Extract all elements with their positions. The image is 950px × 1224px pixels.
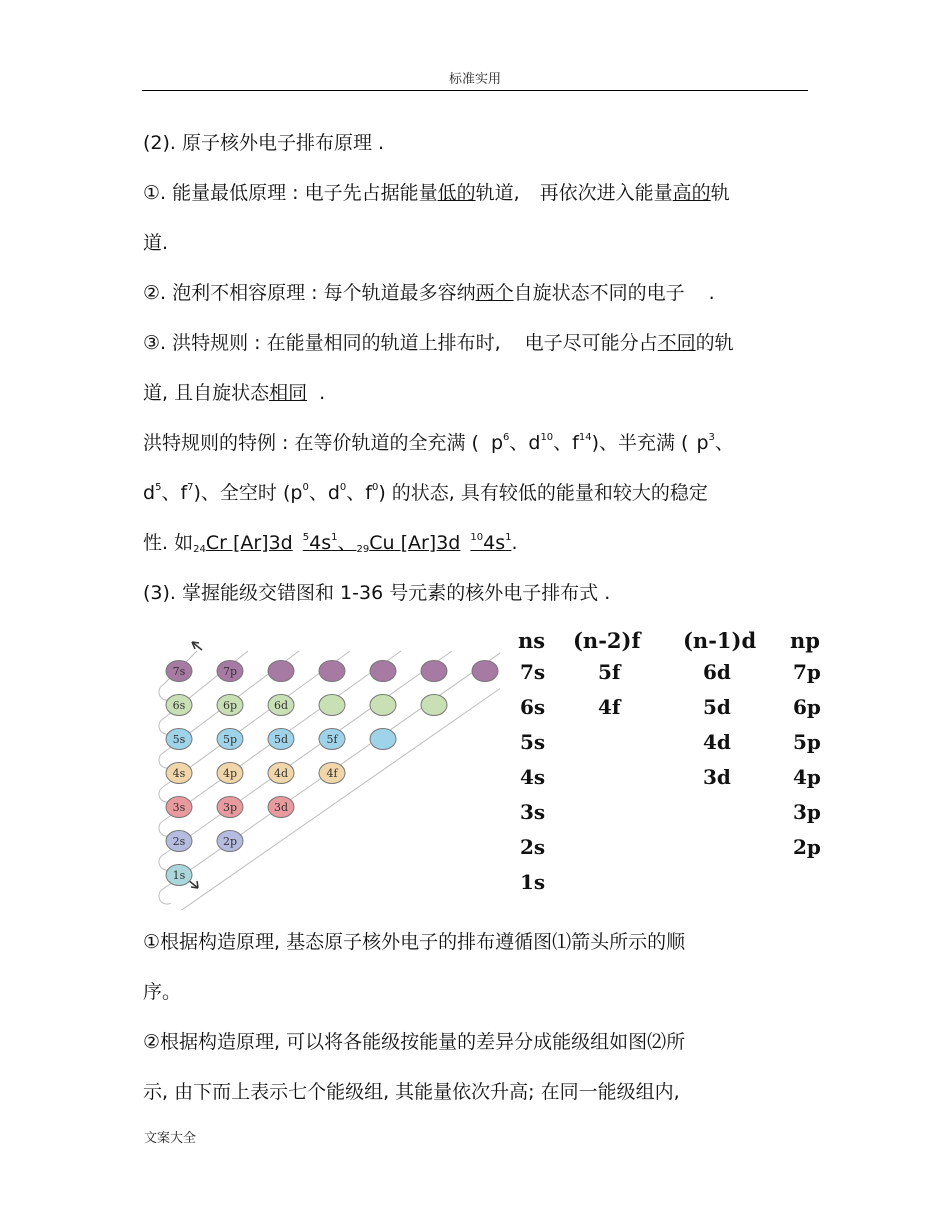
principle-2-line	[143, 281, 715, 305]
table-cell: 7p	[793, 660, 821, 684]
table-cell: 4s	[520, 765, 546, 789]
hund-exception-line-2	[143, 481, 708, 505]
text: ) 的状态, 具有较低的能量和较大的稳定	[378, 482, 708, 504]
table-header: np	[790, 628, 820, 653]
page-footer: 文案大全	[144, 1131, 197, 1146]
superscript: 3	[708, 432, 715, 443]
superscript: 0	[302, 482, 309, 493]
principle-1-line	[143, 181, 730, 205]
text: 道, 且自旋状态	[143, 382, 270, 404]
text: ③. 洪特规则 : 在能量相同的轨道上排布时,	[143, 332, 501, 354]
paragraph-2-line-2: 示, 由下而上表示七个能级组, 其能量依次升高; 在同一能级组内,	[143, 1081, 680, 1103]
table-cell: 6s	[520, 695, 546, 719]
orbital-label: 5f	[326, 733, 338, 746]
table-cell: 3p	[793, 800, 821, 824]
superscript: 0	[371, 482, 379, 493]
table-cell: 5d	[703, 695, 731, 719]
subscript: 29	[356, 544, 370, 555]
table-cell: 2s	[520, 835, 546, 859]
superscript: 10	[540, 432, 554, 443]
superscript: 1	[505, 532, 512, 543]
orbital-label: 5s	[172, 733, 186, 746]
text: 洪特规则的特例 : 在等价轨道的全充满 (	[143, 432, 479, 454]
text: .	[319, 382, 326, 404]
table-cell: 4d	[703, 730, 731, 754]
underlined-text: 低的	[437, 182, 476, 204]
table-cell: 3s	[520, 800, 546, 824]
underlined-text: 高的	[672, 182, 711, 204]
subscript: 24	[193, 544, 206, 555]
text: p	[696, 432, 709, 454]
table-cell: 3d	[703, 765, 731, 789]
superscript: 7	[187, 482, 194, 493]
superscript: 1	[331, 532, 338, 543]
table-cell: 4f	[598, 695, 621, 719]
underlined-text: 相同	[269, 382, 308, 404]
text: 、d	[308, 482, 340, 504]
orbital-label: 2p	[222, 835, 238, 848]
table-header: ns	[518, 628, 546, 653]
text: 4s	[309, 532, 332, 554]
underlined-text: 两个	[475, 282, 514, 304]
superscript: 0	[339, 482, 347, 493]
section-3-title: (3). 掌握能级交错图和 1-36 号元素的核外电子排布式 .	[143, 582, 611, 604]
text: 性. 如	[143, 532, 194, 554]
text: .	[708, 282, 715, 304]
orbital-label: 2s	[172, 835, 186, 848]
orbital-label: 3p	[222, 801, 238, 814]
orbital-label: 3s	[172, 801, 186, 814]
table-cell: 6d	[703, 660, 731, 684]
table-cell: 5s	[520, 730, 546, 754]
orbital-label: 6s	[172, 699, 186, 712]
text: Cr [Ar]3d	[205, 532, 293, 554]
orbital-label: 4p	[222, 767, 238, 780]
hund-example-line	[143, 531, 518, 555]
orbital-label: 7p	[222, 665, 238, 678]
text: p	[490, 432, 503, 454]
table-cell: 5f	[598, 660, 621, 684]
orbital-label: 5d	[273, 733, 289, 746]
underlined-formula	[206, 532, 512, 554]
paragraph-1-line-1: ①根据构造原理, 基态原子核外电子的排布遵循图⑴箭头所示的顺	[143, 931, 686, 953]
superscript: 10	[470, 532, 484, 543]
orbital-label: 1s	[172, 869, 186, 882]
superscript: 5	[155, 482, 162, 493]
underlined-text: 不同	[657, 332, 696, 354]
orbital-label: 4d	[273, 767, 289, 780]
orbital-label: 7s	[172, 665, 186, 678]
text: 再依次进入能量	[539, 182, 673, 204]
text: d	[143, 482, 156, 504]
text: ②. 泡利不相容原理 : 每个轨道最多容纳	[143, 282, 476, 304]
table-header: (n-2)f	[573, 628, 641, 653]
text: 、d	[509, 432, 541, 454]
orbital-label: 6p	[222, 699, 238, 712]
table-cell: 2p	[793, 835, 821, 859]
orbital-label: 3d	[273, 801, 289, 814]
energy-level-diagram	[140, 620, 840, 910]
table-header: (n-1)d	[683, 628, 757, 653]
paragraph-1-line-2: 序。	[143, 981, 182, 1003]
table-cell: 6p	[793, 695, 821, 719]
text: )、半充满 (	[591, 432, 689, 454]
orbital-label: 4s	[172, 767, 186, 780]
text: 、	[337, 532, 357, 554]
text: 4s	[483, 532, 506, 554]
table-cell: 1s	[520, 870, 546, 894]
text: 、f	[553, 432, 579, 454]
text: 、	[714, 432, 734, 454]
text: ①. 能量最低原理 : 电子先占据能量	[143, 182, 438, 204]
text: Cu [Ar]3d	[369, 532, 461, 554]
text: 自旋状态不同的电子	[513, 282, 685, 304]
superscript: 5	[302, 532, 310, 543]
principle-1-cont: 道.	[143, 232, 169, 254]
header-divider	[142, 90, 808, 91]
orbital-label: 5p	[222, 733, 238, 746]
section-2-title: (2). 原子核外电子排布原理 .	[143, 132, 385, 154]
page-header: 标准实用	[448, 72, 501, 87]
text: 、f	[161, 482, 188, 504]
text: 轨道,	[475, 182, 520, 204]
superscript: 14	[578, 432, 592, 443]
energy-level-table	[140, 620, 840, 910]
orbital-label: 6d	[273, 699, 289, 712]
principle-3-line	[143, 331, 734, 355]
hund-exception-line-1	[143, 431, 734, 455]
table-cell: 7s	[520, 660, 546, 684]
text: 轨	[710, 182, 730, 204]
superscript: 6	[503, 432, 510, 443]
text: 、f	[346, 482, 372, 504]
principle-3-cont	[143, 381, 325, 405]
text: 的轨	[695, 332, 734, 354]
table-cell: 5p	[793, 730, 821, 754]
orbital-label: 4f	[326, 767, 338, 780]
text: )、全空时 (p	[193, 482, 303, 504]
text: 电子尽可能分占	[524, 332, 658, 354]
paragraph-2-line-1: ②根据构造原理, 可以将各能级按能量的差异分成能级组如图⑵所	[143, 1031, 686, 1053]
table-cell: 4p	[793, 765, 821, 789]
text: .	[511, 532, 518, 554]
